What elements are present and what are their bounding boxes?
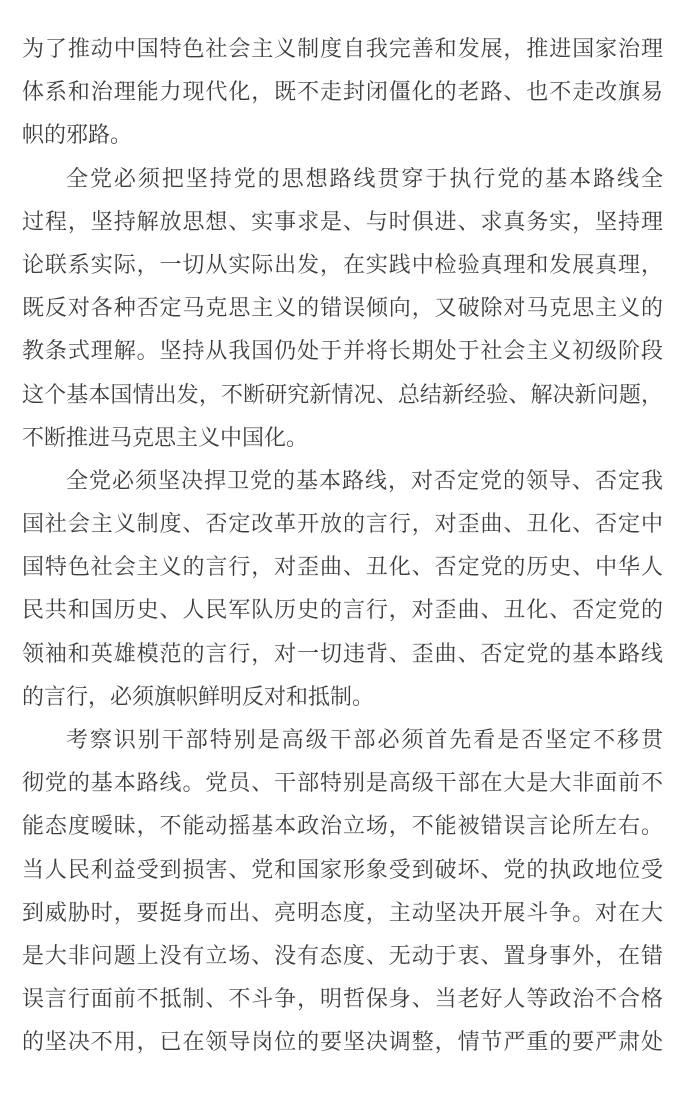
text-line: 全党必须把坚持党的思想路线贯穿于执行党的基本路线全 <box>66 165 663 191</box>
text-line: 不断推进马克思主义中国化。 <box>22 424 309 450</box>
paragraph <box>22 459 663 718</box>
text-line: 全党必须坚决捍卫党的基本路线，对否定党的领导、否定我 <box>66 467 663 493</box>
text-line: 彻党的基本路线。党员、干部特别是高级干部在大是大非面前不 <box>22 770 663 796</box>
text-line: 当人民利益受到损害、党和国家形象受到破坏、党的执政地位受 <box>22 856 663 882</box>
paragraph <box>22 718 663 1064</box>
text-line: 帜的邪路。 <box>22 122 133 148</box>
text-line: 误言行面前不抵制、不斗争，明哲保身、当老好人等政治不合格 <box>22 986 663 1012</box>
text-line: 教条式理解。坚持从我国仍处于并将长期处于社会主义初级阶段 <box>22 338 663 364</box>
paragraph <box>22 27 663 157</box>
text-line: 到威胁时，要挺身而出、亮明态度，主动坚决开展斗争。对在大 <box>22 899 663 925</box>
text-line: 领袖和英雄模范的言行，对一切违背、歪曲、否定党的基本路线 <box>22 640 663 666</box>
text-line: 体系和治理能力现代化，既不走封闭僵化的老路、也不走改旗易 <box>22 79 663 105</box>
text-line: 为了推动中国特色社会主义制度自我完善和发展，推进国家治理 <box>22 36 663 61</box>
text-line: 既反对各种否定马克思主义的错误倾向，又破除对马克思主义的 <box>22 295 663 321</box>
text-line: 这个基本国情出发，不断研究新情况、总结新经验、解决新问题， <box>22 381 663 407</box>
text-line: 能态度暧昧，不能动摇基本政治立场，不能被错误言论所左右。 <box>22 813 663 839</box>
paragraph <box>22 157 663 459</box>
text-line: 考察识别干部特别是高级干部必须首先看是否坚定不移贯 <box>66 727 663 752</box>
text-line: 论联系实际，一切从实际出发，在实践中检验真理和发展真理， <box>22 251 663 277</box>
text-line: 过程，坚持解放思想、实事求是、与时俱进、求真务实，坚持理 <box>22 208 663 234</box>
text-line: 国特色社会主义的言行，对歪曲、丑化、否定党的历史、中华人 <box>22 554 663 580</box>
text-line: 的坚决不用，已在领导岗位的要坚决调整，情节严重的要严肃处 <box>22 1029 663 1055</box>
text-line: 是大非问题上没有立场、没有态度、无动于衷、置身事外，在错 <box>22 942 663 968</box>
text-line: 国社会主义制度、否定改革开放的言行，对歪曲、丑化、否定中 <box>22 511 663 537</box>
text-line: 的言行，必须旗帜鲜明反对和抵制。 <box>22 683 375 709</box>
text-line: 民共和国历史、人民军队历史的言行，对歪曲、丑化、否定党的 <box>22 597 663 623</box>
